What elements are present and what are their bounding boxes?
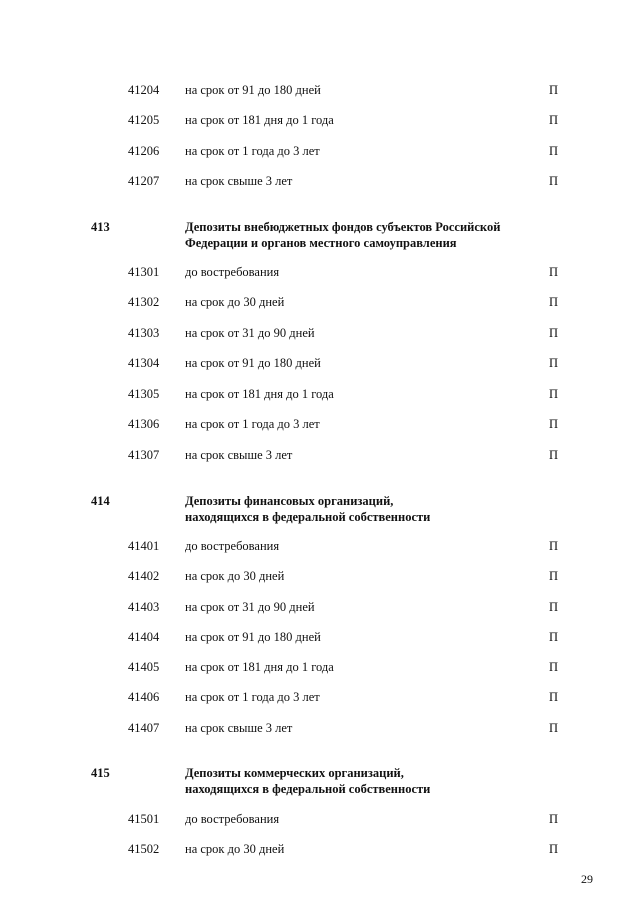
- account-code: 41406: [128, 690, 160, 704]
- account-code: 41301: [128, 265, 160, 279]
- account-row: [0, 446, 640, 464]
- account-type-mark: П: [549, 326, 559, 340]
- account-code: 41303: [128, 326, 160, 340]
- account-type-mark: П: [549, 144, 559, 158]
- account-description: на срок от 181 дня до 1 года: [185, 660, 334, 674]
- account-code: 41304: [128, 356, 160, 370]
- account-description: до востребования: [185, 812, 280, 826]
- account-type-mark: П: [549, 174, 559, 188]
- account-type-mark: П: [549, 295, 559, 309]
- account-code: 41207: [128, 174, 160, 188]
- account-code: 41206: [128, 144, 160, 158]
- account-description: на срок от 31 до 90 дней: [185, 326, 315, 340]
- section-title-line: находящихся в федеральной собственности: [185, 782, 431, 796]
- account-code: 41305: [128, 387, 160, 401]
- account-type-mark: П: [549, 660, 559, 674]
- account-description: на срок от 181 дня до 1 года: [185, 113, 334, 127]
- account-row: [0, 567, 640, 585]
- section-title-line: Федерации и органов местного самоуправления: [185, 236, 457, 250]
- account-description: до востребования: [185, 539, 280, 553]
- account-code: 41403: [128, 600, 160, 614]
- account-code: 41407: [128, 721, 160, 735]
- account-description: на срок до 30 дней: [185, 295, 285, 309]
- account-type-mark: П: [549, 83, 559, 97]
- account-row: [0, 415, 640, 433]
- account-description: на срок от 1 года до 3 лет: [185, 144, 320, 158]
- account-row: [0, 598, 640, 616]
- account-row: [0, 293, 640, 311]
- account-code: 41402: [128, 569, 160, 583]
- account-type-mark: П: [549, 448, 559, 462]
- section-title: [185, 493, 545, 525]
- account-type-mark: П: [549, 356, 559, 370]
- account-row: [0, 628, 640, 646]
- account-code: 41306: [128, 417, 160, 431]
- section-code: 415: [91, 766, 110, 780]
- account-description: на срок от 31 до 90 дней: [185, 600, 315, 614]
- account-row: [0, 688, 640, 706]
- account-description: до востребования: [185, 265, 280, 279]
- account-type-mark: П: [549, 569, 559, 583]
- account-row: [0, 111, 640, 129]
- account-row: [0, 263, 640, 281]
- account-code: 41404: [128, 630, 160, 644]
- account-type-mark: П: [549, 387, 559, 401]
- account-type-mark: П: [549, 842, 559, 856]
- account-row: [0, 142, 640, 160]
- account-row: [0, 324, 640, 342]
- account-code: 41307: [128, 448, 160, 462]
- section-title: [185, 765, 545, 797]
- account-type-mark: П: [549, 630, 559, 644]
- account-description: на срок свыше 3 лет: [185, 448, 293, 462]
- account-description: на срок от 91 до 180 дней: [185, 356, 321, 370]
- account-code: 41501: [128, 812, 160, 826]
- account-row: [0, 840, 640, 858]
- account-row: [0, 354, 640, 372]
- account-type-mark: П: [549, 721, 559, 735]
- account-description: на срок от 91 до 180 дней: [185, 630, 321, 644]
- account-code: 41302: [128, 295, 160, 309]
- page-number: 29: [581, 872, 593, 886]
- account-row: [0, 537, 640, 555]
- account-type-mark: П: [549, 600, 559, 614]
- account-code: 41405: [128, 660, 160, 674]
- account-type-mark: П: [549, 539, 559, 553]
- section-title-line: Депозиты финансовых организаций,: [185, 494, 394, 508]
- account-description: на срок от 1 года до 3 лет: [185, 690, 320, 704]
- account-code: 41205: [128, 113, 160, 127]
- account-row: [0, 719, 640, 737]
- account-row: [0, 172, 640, 190]
- account-row: [0, 658, 640, 676]
- account-type-mark: П: [549, 417, 559, 431]
- account-description: на срок от 181 дня до 1 года: [185, 387, 334, 401]
- account-type-mark: П: [549, 690, 559, 704]
- account-type-mark: П: [549, 113, 559, 127]
- section-heading: [0, 765, 640, 799]
- account-description: на срок свыше 3 лет: [185, 721, 293, 735]
- section-code: 414: [91, 494, 110, 508]
- account-row: [0, 385, 640, 403]
- section-heading: [0, 219, 640, 253]
- account-type-mark: П: [549, 265, 559, 279]
- account-row: [0, 810, 640, 828]
- section-title-line: находящихся в федеральной собственности: [185, 510, 431, 524]
- section-title-line: Депозиты коммерческих организаций,: [185, 766, 404, 780]
- account-code: 41401: [128, 539, 160, 553]
- account-code: 41502: [128, 842, 160, 856]
- account-type-mark: П: [549, 812, 559, 826]
- account-description: на срок до 30 дней: [185, 569, 285, 583]
- account-code: 41204: [128, 83, 160, 97]
- section-title: [185, 219, 545, 251]
- section-code: 413: [91, 220, 110, 234]
- account-description: на срок свыше 3 лет: [185, 174, 293, 188]
- account-description: на срок от 1 года до 3 лет: [185, 417, 320, 431]
- account-row: [0, 81, 640, 99]
- section-heading: [0, 493, 640, 527]
- account-description: на срок от 91 до 180 дней: [185, 83, 321, 97]
- account-description: на срок до 30 дней: [185, 842, 285, 856]
- section-title-line: Депозиты внебюджетных фондов субъектов Российской: [185, 220, 501, 234]
